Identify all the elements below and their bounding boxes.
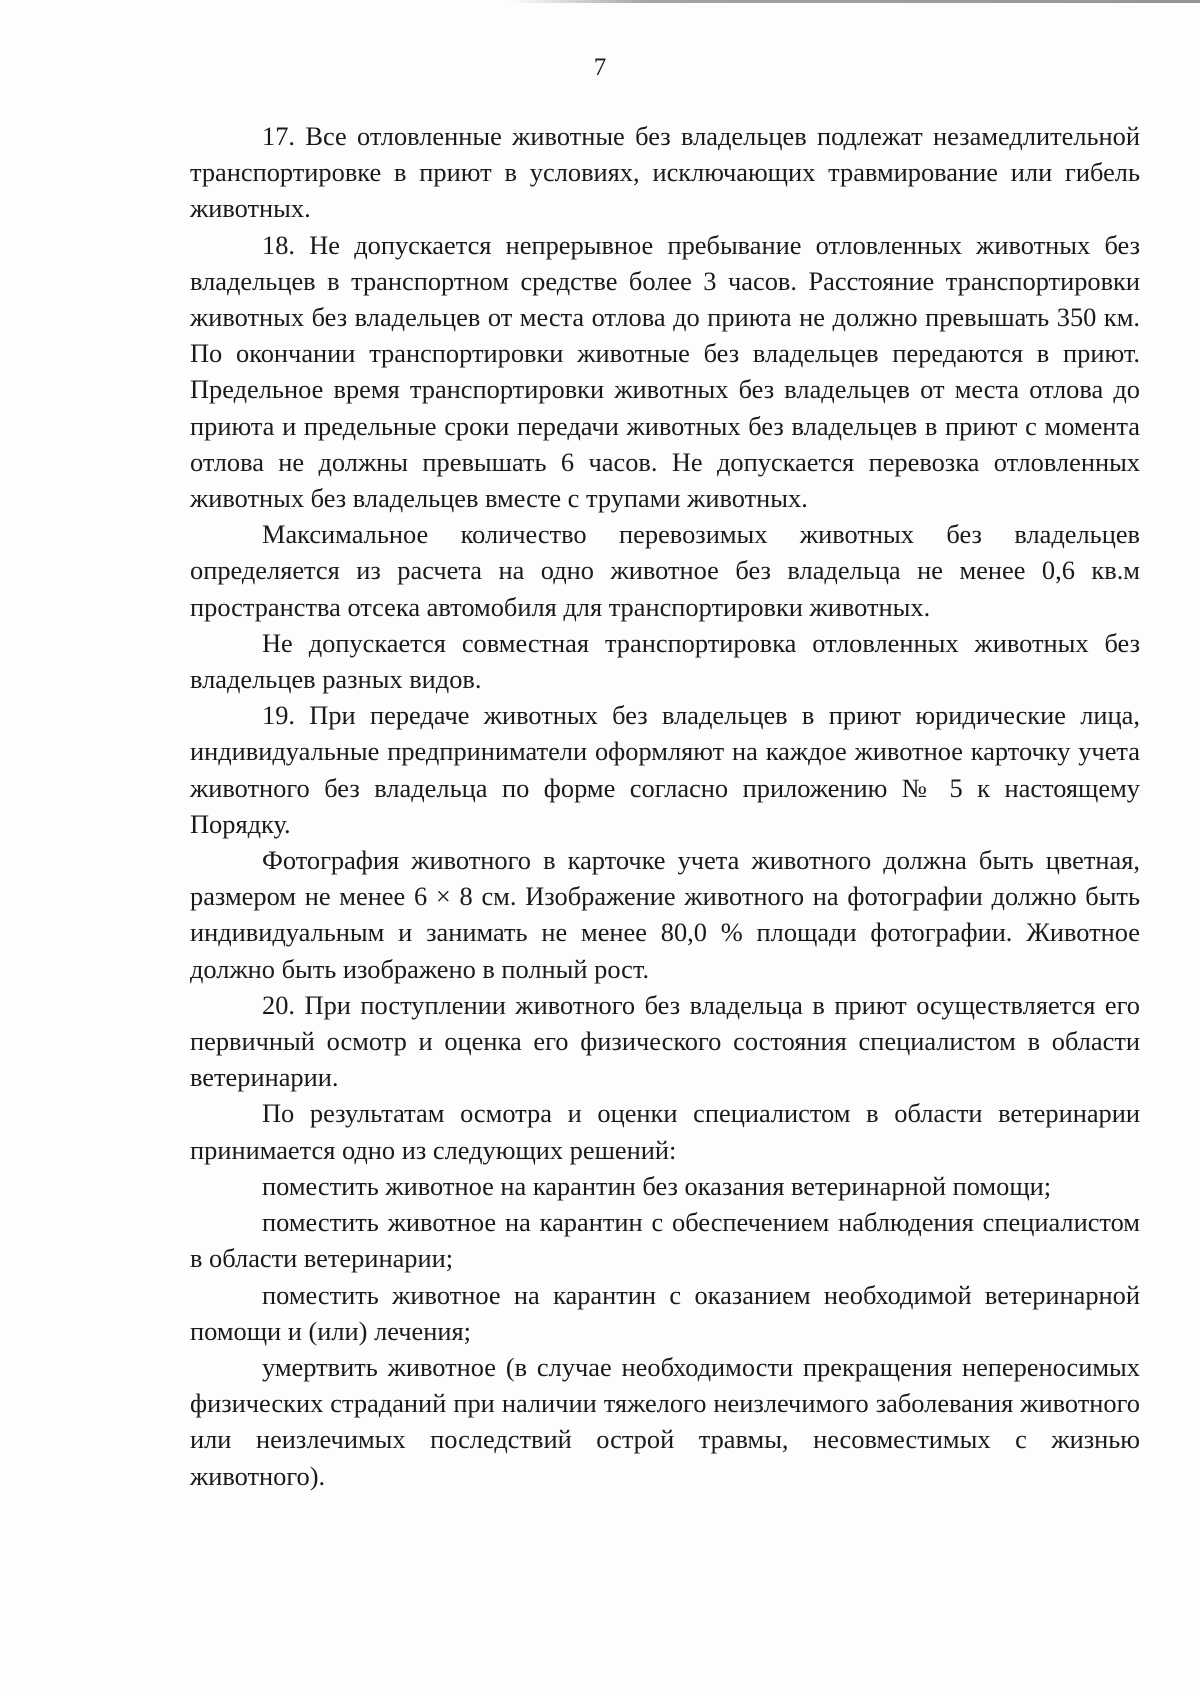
paragraph-decisions-intro: По результатам осмотра и оценки специалистом в области ветеринарии принимается одно из следующих решений: <box>190 1098 1140 1165</box>
decision-item: поместить животное на карантин без оказания ветеринарной помощи; <box>262 1170 1052 1201</box>
paragraph-photo: Фотография животного в карточке учета животного должна быть цветная, размером не менее 6 × 8 см. Изображение животного на фотографии должно быть индивидуальным и занимать не менее 80,0 % площади фотографии. Животное должно быть изображено в полный рост. <box>190 845 1140 984</box>
decision-item: поместить животное на карантин с обеспечением наблюдения специалистом в области ветеринарии; <box>190 1207 1140 1274</box>
decision-item: поместить животное на карантин с оказанием необходимой ветеринарной помощи и (или) лечения; <box>190 1279 1140 1346</box>
decision-item: умертвить животное (в случае необходимости прекращения непереносимых физических страданий при наличии тяжелого неизлечимого заболевания животного или неизлечимых последствий острой травмы, несовместимых с жизнью животного). <box>190 1351 1140 1491</box>
document-body <box>190 118 1140 1494</box>
paragraph-20: 20. При поступлении животного без владельца в приют осуществляется его первичный осмотр и оценка его физического состояния специалистом в области ветеринарии. <box>190 989 1140 1093</box>
scan-edge-shadow <box>510 0 1200 3</box>
paragraph-joint-transport: Не допускается совместная транспортировка отловленных животных без владельцев разных видов. <box>190 627 1140 695</box>
paragraph-18: 18. Не допускается непрерывное пребывание отловленных животных без владельцев в транспортном средстве более 3 часов. Расстояние транспортировки животных без владельцев от места отлова до приюта не должно превышать 350 км. По окончании транспортировки животные без владельцев передаются в приют. Предельное время транспортировки животных без владельцев от места отлова до приюта и предельные сроки передачи животных без владельцев в приют с момента отлова не должны превышать 6 часов. Не допускается перевозка отловленных животных без владельцев вместе с трупами животных. <box>190 229 1140 514</box>
paragraph-17: 17. Все отловленные животные без владельцев подлежат незамедлительной транспортировке в приют в условиях, исключающих травмирование или гибель животных. <box>190 121 1140 224</box>
paragraph-max-quantity: Максимальное количество перевозимых животных без владельцев определяется из расчета на одно животное без владельца не менее 0,6 кв.м пространства отсека автомобиля для транспортировки животных. <box>190 519 1140 622</box>
page-number: 7 <box>593 54 607 81</box>
paragraph-19: 19. При передаче животных без владельцев в приют юридические лица, индивидуальные предприниматели оформляют на каждое животное карточку учета животного без владельца по форме согласно приложению № 5 к настоящему Порядку. <box>190 700 1140 839</box>
